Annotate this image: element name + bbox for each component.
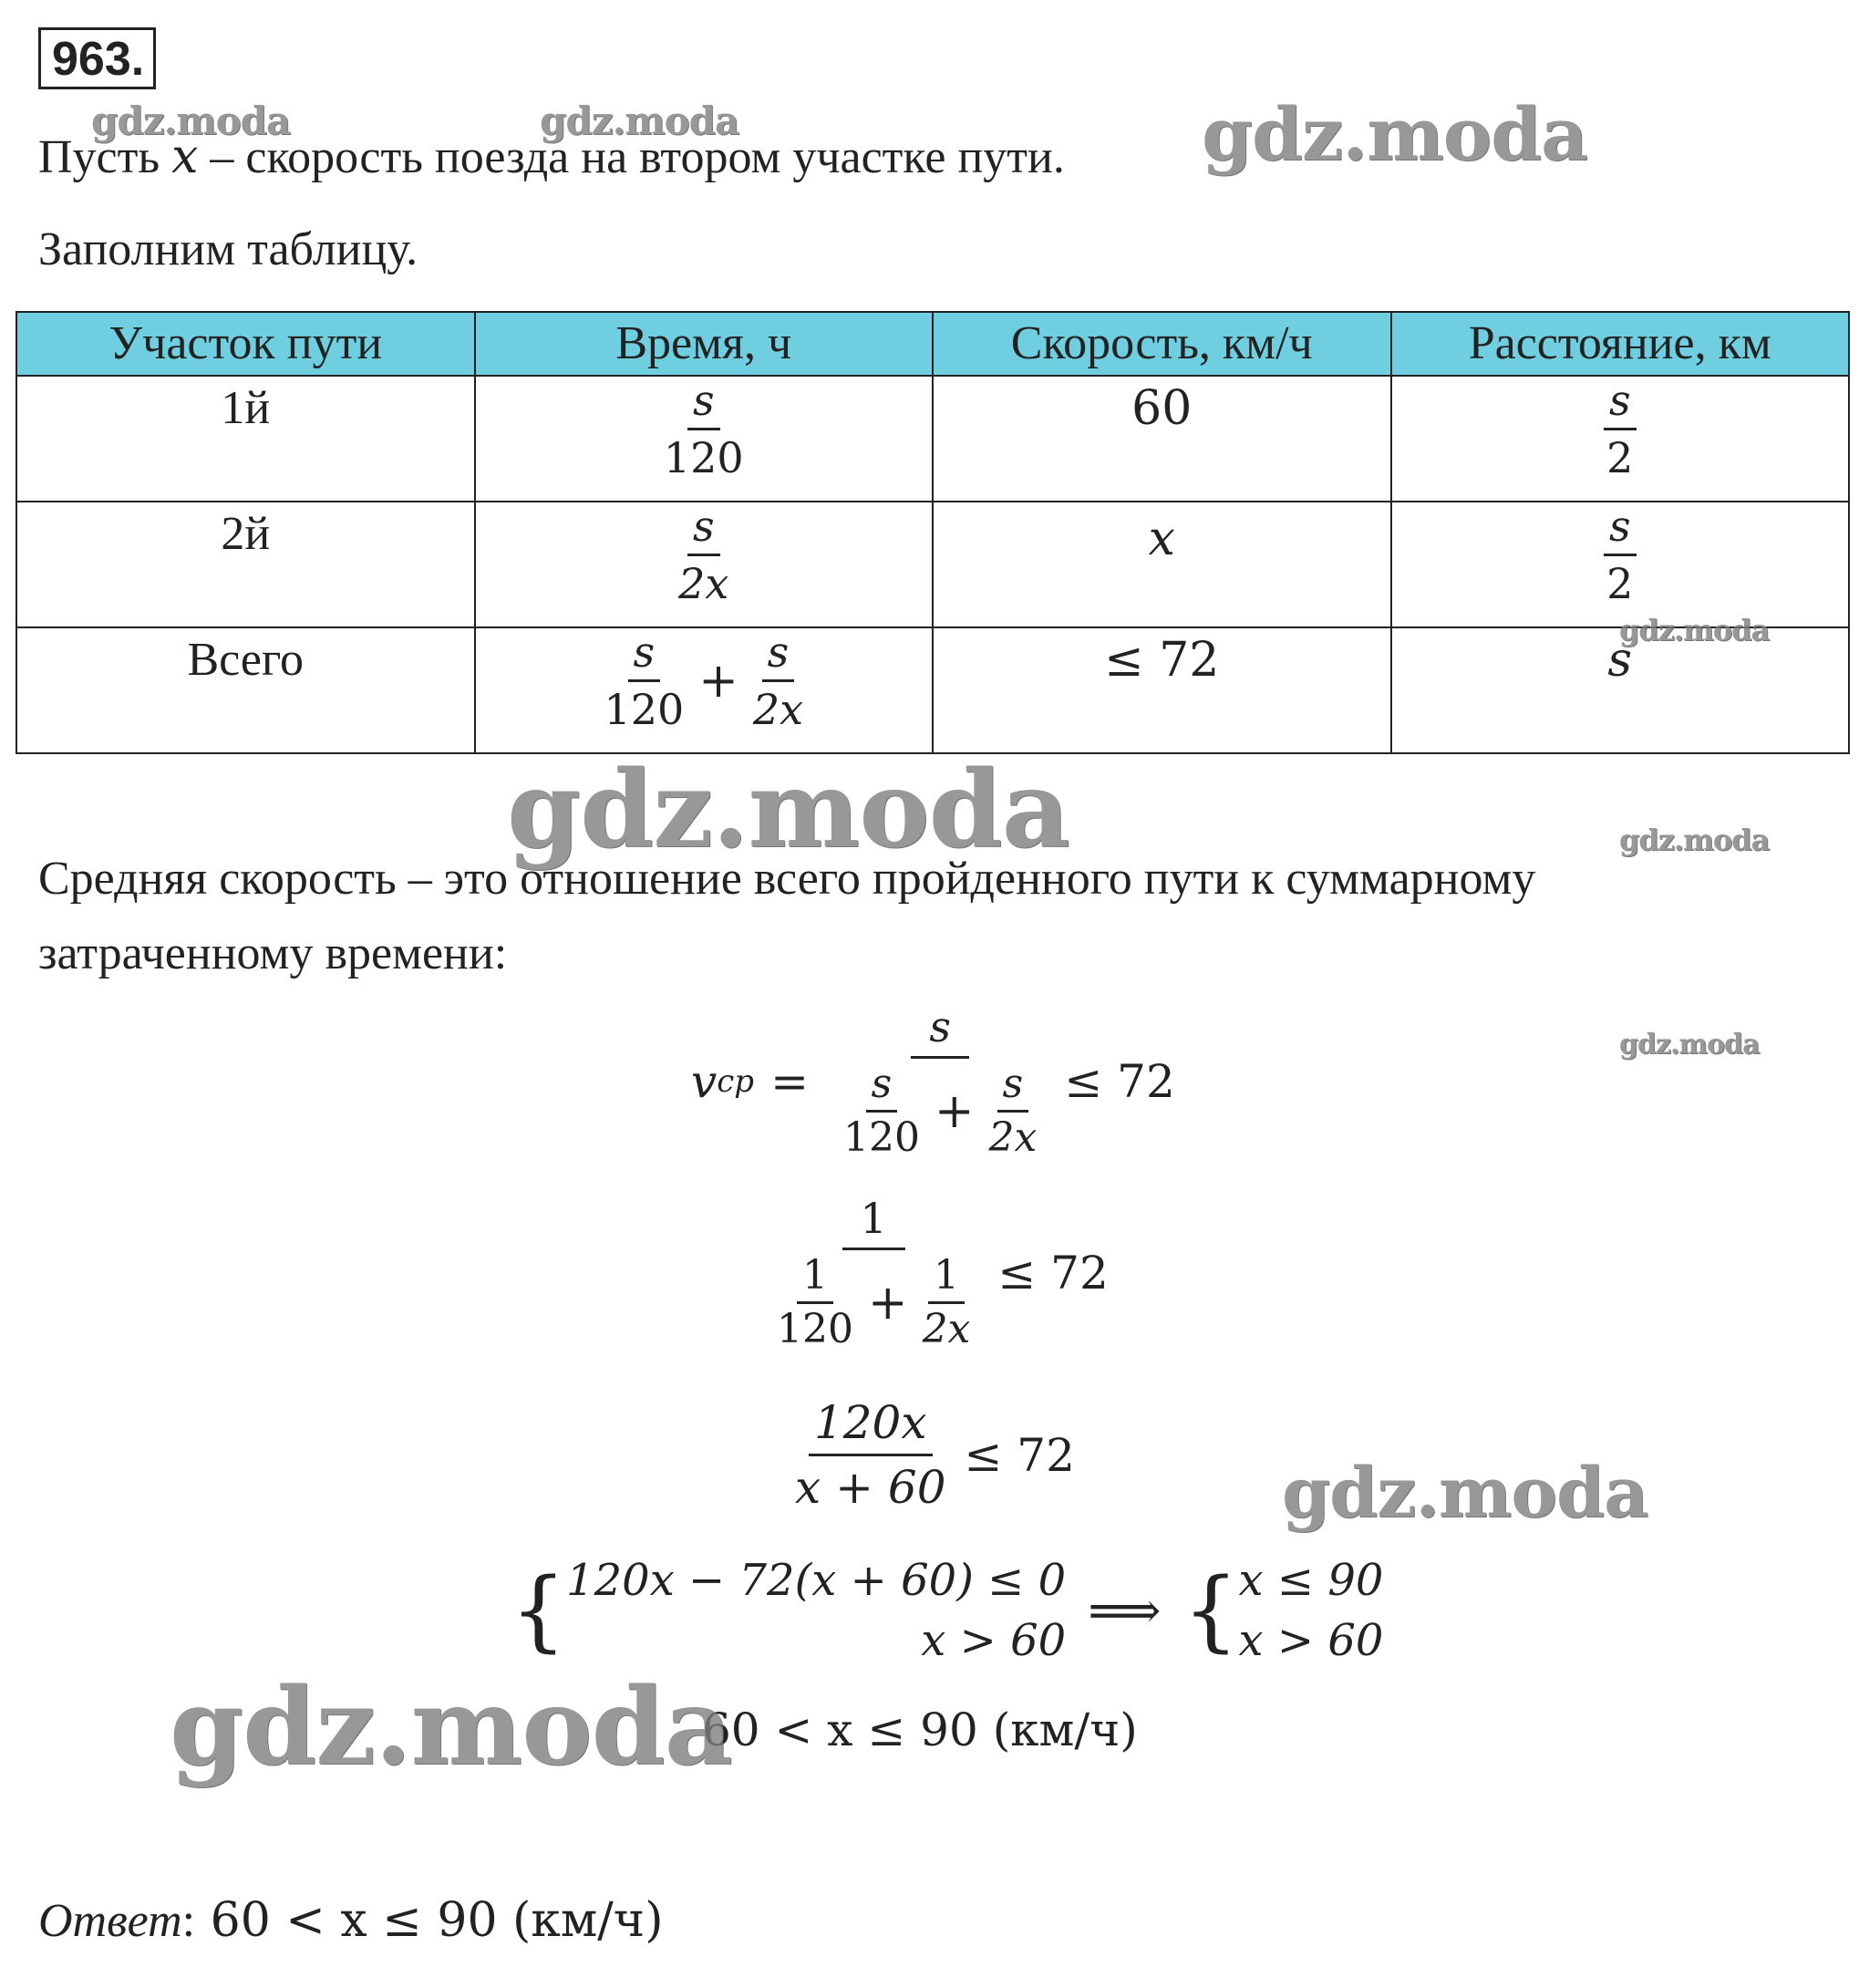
table-header-row (16, 312, 1849, 376)
right-brace: { (1182, 1559, 1239, 1662)
table-row (16, 376, 1849, 502)
row1-speed: 60 (1131, 381, 1193, 436)
table-row (16, 502, 1849, 627)
step3-equation: $\frac{120x}{x + 60}$ ≤ 72 (795, 1396, 1075, 1514)
row2-section: 2й (221, 508, 271, 560)
left-brace: { (511, 1559, 567, 1662)
problem-number: 963. (38, 27, 156, 89)
definition-line1: Средняя скорость – это отношение всего пройденного пути к суммарному (38, 853, 1536, 905)
header-speed: Скорость, км/ч (933, 312, 1391, 376)
header-time: Время, ч (475, 312, 934, 376)
intro-text-after: – скорость поезда на втором участке пути. (198, 131, 1065, 183)
watermark: gdz.moda (1282, 1452, 1648, 1533)
row1-section: 1й (221, 382, 271, 434)
watermark: gdz.moda (1619, 1029, 1760, 1061)
left-system: 120x − 72(x + 60) ≤ 0 x > 60 (566, 1555, 1067, 1666)
row1-time: $\frac{s}{120}$ (663, 376, 744, 482)
watermark: gdz.moda (507, 748, 1069, 872)
row1-distance: $\frac{s}{2}$ (1601, 377, 1638, 481)
implies-arrow: ⟹ (1088, 1580, 1162, 1641)
intro-var: x (171, 129, 199, 184)
watermark: gdz.moda (91, 98, 291, 143)
step4-system (511, 1550, 1383, 1671)
table-row (16, 627, 1849, 753)
row2-speed: x (1148, 512, 1175, 566)
answer-value: 60 < x ≤ 90 (км/ч) (195, 1893, 664, 1948)
watermark: gdz.moda (1202, 91, 1587, 177)
row3-time: $\frac{s}{120}$ + $\frac{s}{2x}$ (475, 627, 934, 753)
data-table (15, 311, 1850, 754)
intro-text-before: Пусть (38, 131, 172, 183)
watermark: gdz.moda (170, 1665, 732, 1789)
answer-line: Ответ: 60 < x ≤ 90 (км/ч) (38, 1893, 664, 1948)
definition-line2: затраченному времени: (38, 927, 508, 979)
step2-equation: 1 $\frac{1}{120}$ + $\frac{1}{2x}$ ≤ 72 (777, 1194, 1109, 1352)
answer-label: Ответ (38, 1895, 182, 1947)
row3-section: Всего (187, 634, 304, 686)
row2-time: $\frac{s}{2x}$ (678, 502, 729, 608)
right-system: x ≤ 90 x > 60 (1238, 1555, 1384, 1666)
row3-distance: s (1607, 633, 1633, 688)
step1-equation: v cp = s $\frac{s}{120}$ + $\frac{s}{2x}$ ≤ 72 (691, 1002, 1175, 1161)
watermark: gdz.moda (540, 98, 739, 143)
watermark: gdz.moda (1619, 613, 1770, 647)
header-distance: Расстояние, км (1391, 312, 1850, 376)
row2-distance: $\frac{s}{2}$ (1601, 502, 1638, 607)
step5-result: 60 < x ≤ 90 (км/ч) (702, 1703, 1138, 1756)
fill-table-text: Заполним таблицу. (38, 223, 418, 275)
watermark: gdz.moda (1619, 823, 1770, 857)
row3-speed: ≤ 72 (1104, 633, 1220, 688)
header-section: Участок пути (16, 312, 475, 376)
